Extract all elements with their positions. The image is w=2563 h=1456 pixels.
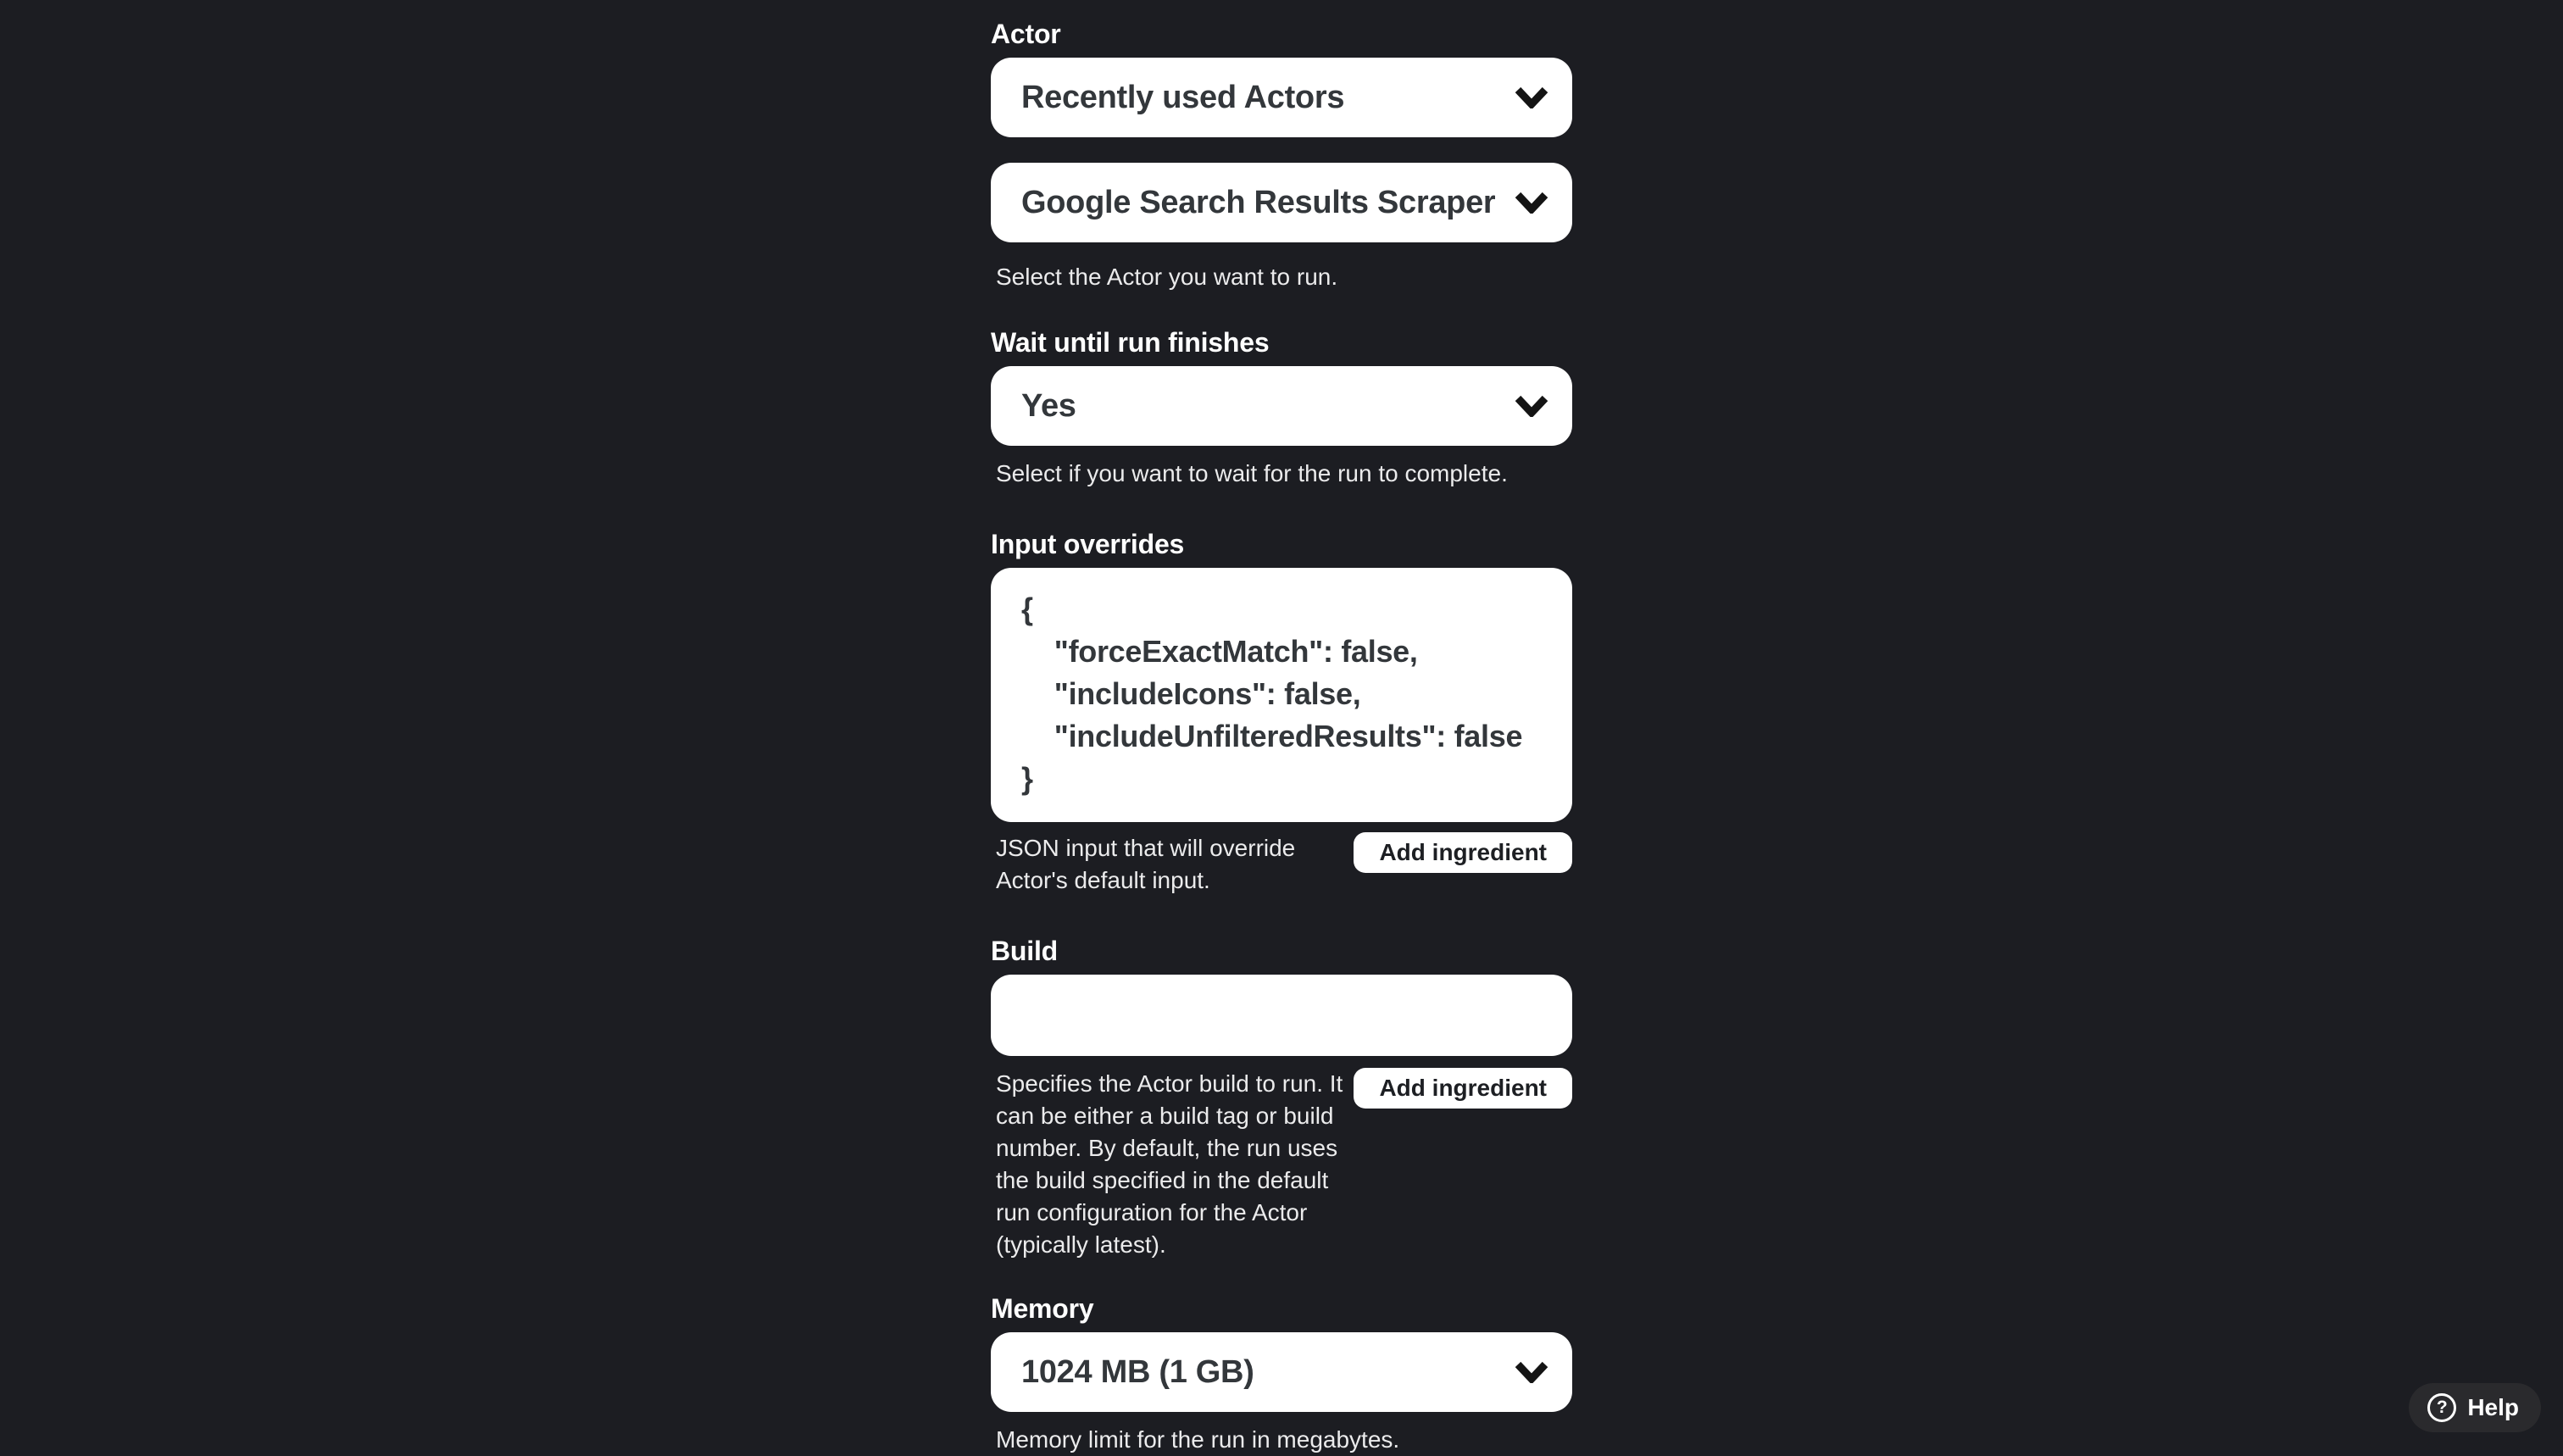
- chevron-down-icon: [1515, 395, 1548, 417]
- actor-select-value: Google Search Results Scraper: [1021, 184, 1496, 220]
- build-textarea[interactable]: [991, 975, 1572, 1056]
- actor-label: Actor: [991, 19, 1061, 49]
- memory-label: Memory: [991, 1293, 1094, 1324]
- recent-actors-select[interactable]: [991, 58, 1572, 137]
- input-overrides-helper-row: [991, 832, 1572, 897]
- build-label: Build: [991, 936, 1058, 966]
- help-button[interactable]: [2409, 1383, 2541, 1432]
- chevron-down-icon: [1515, 192, 1548, 214]
- actor-section: [991, 19, 1572, 293]
- input-overrides-textarea[interactable]: [991, 568, 1572, 822]
- recent-actors-select-value: Recently used Actors: [1021, 79, 1345, 115]
- memory-select-value: 1024 MB (1 GB): [1021, 1353, 1254, 1390]
- actor-select[interactable]: [991, 163, 1572, 242]
- wait-select[interactable]: [991, 366, 1572, 446]
- build-helper-text: Specifies the Actor build to run. It can be either a build tag or build number. By default, the run uses the build specified in the default run configuration for the Actor (typically latest).: [996, 1070, 1343, 1258]
- memory-section: [991, 1293, 1572, 1456]
- wait-select-value: Yes: [1021, 387, 1076, 424]
- build-section: [991, 936, 1572, 1261]
- wait-helper-text: Select if you want to wait for the run to complete.: [996, 460, 1508, 486]
- input-overrides-label: Input overrides: [991, 529, 1185, 559]
- input-overrides-section: [991, 529, 1572, 897]
- memory-helper-text: Memory limit for the run in megabytes.: [996, 1426, 1400, 1453]
- wait-label: Wait until run finishes: [991, 327, 1270, 358]
- wait-section: [991, 327, 1572, 490]
- chevron-down-icon: [1515, 86, 1548, 108]
- build-helper-row: [991, 1068, 1572, 1261]
- actor-run-form: [991, 0, 1572, 1456]
- question-mark-icon: ?: [2427, 1393, 2456, 1422]
- help-button-label: Help: [2467, 1394, 2519, 1420]
- chevron-down-icon: [1515, 1361, 1548, 1383]
- memory-select[interactable]: [991, 1332, 1572, 1412]
- add-ingredient-button[interactable]: Add ingredient: [1354, 832, 1572, 873]
- actor-helper-text: Select the Actor you want to run.: [996, 264, 1338, 290]
- add-ingredient-button[interactable]: Add ingredient: [1354, 1068, 1572, 1109]
- input-overrides-helper-text: JSON input that will override Actor's default input.: [996, 835, 1296, 893]
